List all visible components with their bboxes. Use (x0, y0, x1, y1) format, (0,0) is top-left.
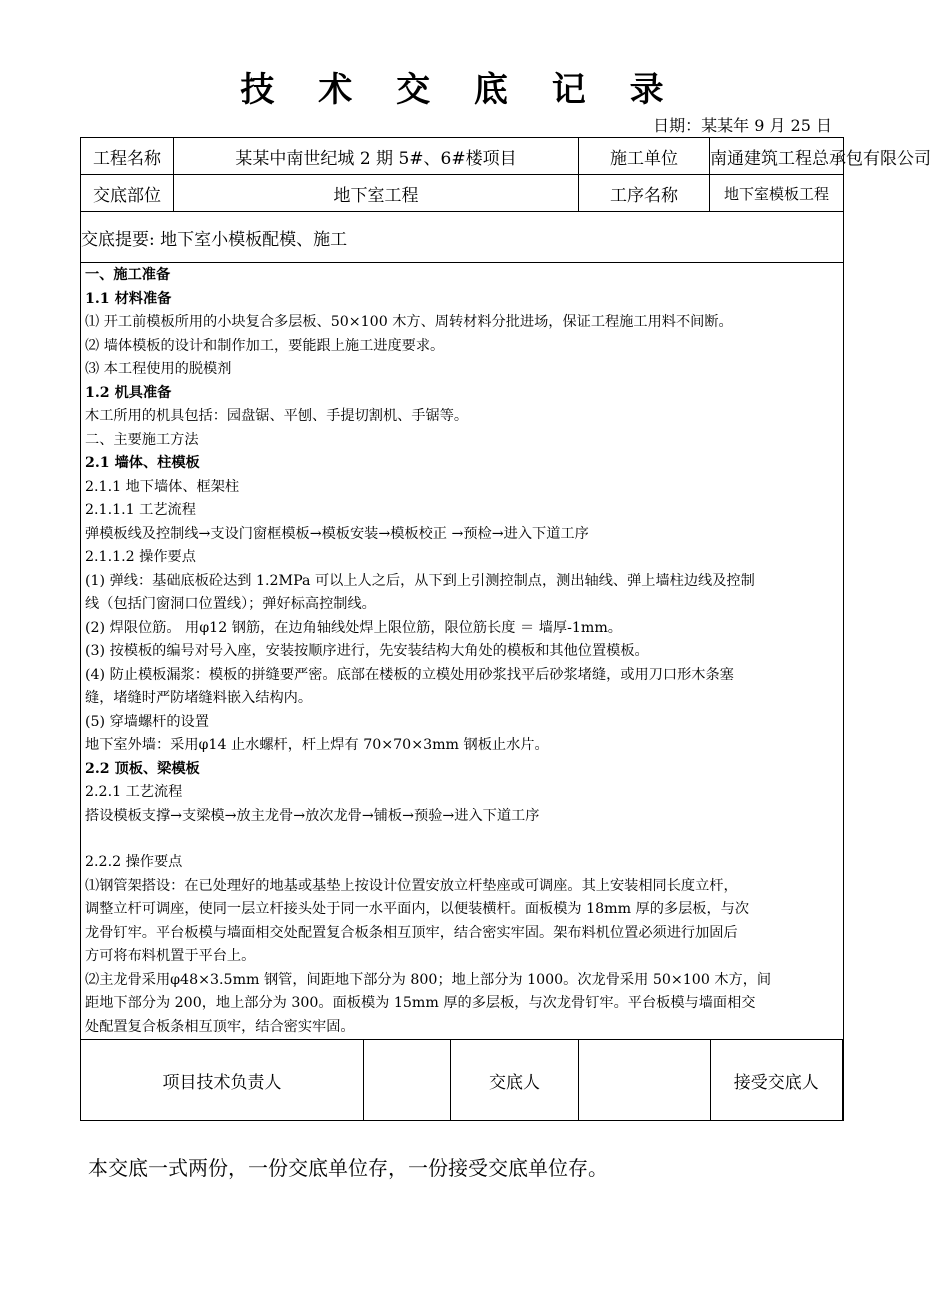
disclosure-summary: 交底提要: 地下室小模板配模、施工 (81, 212, 844, 263)
discloser-signature-box[interactable] (579, 1040, 711, 1120)
project-name-label: 工程名称 (81, 138, 174, 175)
summary-row (81, 212, 844, 263)
header-row-2 (81, 175, 844, 212)
content-line: ⑶ 本工程使用的脱模剂 (85, 361, 232, 377)
content-line: 2.1.1.2 操作要点 (85, 549, 196, 565)
content-line: 2.2.1 工艺流程 (85, 784, 183, 800)
receiver-label: 接受交底人 (711, 1040, 844, 1120)
content-line: (2) 焊限位筋。 用φ12 钢筋，在边角轴线处焊上限位筋，限位筋长度 ＝ 墙厚-1mm。 (85, 619, 622, 636)
section-heading: 一、施工准备 (85, 267, 171, 283)
location-value: 地下室工程 (174, 175, 579, 212)
content-line: 木工所用的机具包括：园盘锯、平刨、手提切割机、手锯等。 (85, 408, 469, 424)
content-line: 弹模板线及控制线→支设门窗框模板→模板安装→模板校正 →预检→进入下道工序 (85, 525, 589, 542)
document-date: 日期：某某年 9 月 25 日 (653, 116, 832, 135)
content-line: 地下室外墙：采用φ14 止水螺杆，杆上焊有 70×70×3mm 钢板止水片。 (85, 737, 549, 753)
contractor-label: 施工单位 (579, 138, 710, 175)
section-heading: 二、主要施工方法 (85, 431, 199, 448)
content-line: 2.1.1 地下墙体、框架柱 (85, 478, 240, 495)
content-line: 调整立杆可调座，使同一层立杆接头处于同一水平面内，以便装横杆。面板模为 18mm 厚的多层板，与次 (85, 901, 750, 917)
content-line: 2.1.1.1 工艺流程 (85, 502, 196, 518)
content-line: 龙骨钉牢。平台板模与墙面相交处配置复合板条相互顶牢，结合密实牢固。架布料机位置必须进行加固后 (85, 924, 738, 941)
content-line: 距地下部分为 200，地上部分为 300。面板模为 15mm 厚的多层板，与次龙骨钉牢。平台板模与墙面相交 (85, 995, 756, 1011)
footer-note: 本交底一式两份，一份交底单位存，一份接受交底单位存。 (88, 1156, 608, 1180)
tech-lead-label: 项目技术负责人 (81, 1040, 364, 1121)
discloser-label: 交底人 (489, 1072, 540, 1093)
tech-lead-signature-box[interactable] (364, 1040, 451, 1120)
content-line: 缝，堵缝时严防堵缝料嵌入结构内。 (85, 690, 313, 706)
content-line: ⑵ 墙体模板的设计和制作加工，要能跟上施工进度要求。 (85, 337, 445, 354)
signature-row (81, 1040, 844, 1121)
location-label: 交底部位 (81, 175, 174, 212)
content-line: (4) 防止模板漏浆：模板的拼缝要严密。底部在楼板的立模处用砂浆找平后砂浆堵缝，或用刀口形木条塞 (85, 666, 734, 683)
document-title: 技 术 交 底 记 录 (240, 70, 680, 110)
content-line: 2.2.2 操作要点 (85, 854, 183, 870)
subsection-heading: 2.1 墙体、柱模板 (85, 455, 200, 471)
content-row (81, 263, 844, 1040)
content-line: 线（包括门窗洞口位置线）；弹好标高控制线。 (85, 596, 376, 612)
record-table (80, 137, 931, 1121)
subsection-heading: 1.2 机具准备 (85, 384, 172, 401)
header-row-1 (81, 138, 844, 175)
receiver-cell (579, 1040, 844, 1121)
subsection-heading: 1.1 材料准备 (85, 290, 172, 307)
content-line: 方可将布料机置于平台上。 (85, 948, 256, 964)
content-line: ⑴钢管架搭设：在已处理好的地基或基垫上按设计位置安放立杆垫座或可调座。其上安装相同长度立杆， (85, 877, 738, 894)
project-name-value: 某某中南世纪城 2 期 5#、6#楼项目 (174, 138, 579, 175)
content-body (81, 263, 842, 1039)
content-line: 搭设模板支撑→支梁模→放主龙骨→放次龙骨→铺板→预验→进入下道工序 (85, 807, 540, 824)
content-line: (1) 弹线：基础底板砼达到 1.2MPa 可以上人之后，从下到上引测控制点，测出轴线、弹上墙柱边线及控制 (85, 572, 755, 589)
process-label: 工序名称 (579, 175, 710, 212)
process-value: 地下室模板工程 (710, 175, 844, 212)
content-line: ⑴ 开工前模板所用的小块复合多层板、50×100 木方、周转材料分批进场，保证工程施工用料不间断。 (85, 314, 733, 330)
content-line: 处配置复合板条相互顶牢，结合密实牢固。 (85, 1018, 355, 1035)
content-cell (81, 263, 844, 1040)
subsection-heading: 2.2 顶板、梁模板 (85, 760, 200, 777)
spacer (85, 828, 840, 851)
content-line: (3) 按模板的编号对号入座，安装按顺序进行，先安装结构大角处的模板和其他位置模板。 (85, 643, 649, 659)
content-line: ⑵主龙骨采用φ48×3.5mm 钢管，间距地下部分为 800；地上部分为 1000。次龙骨采用 50×100 木方，间 (85, 971, 772, 988)
tech-lead-signature (364, 1040, 579, 1121)
contractor-value: 南通建筑工程总承包有限公司 (710, 138, 844, 175)
content-line: (5) 穿墙螺杆的设置 (85, 713, 209, 730)
